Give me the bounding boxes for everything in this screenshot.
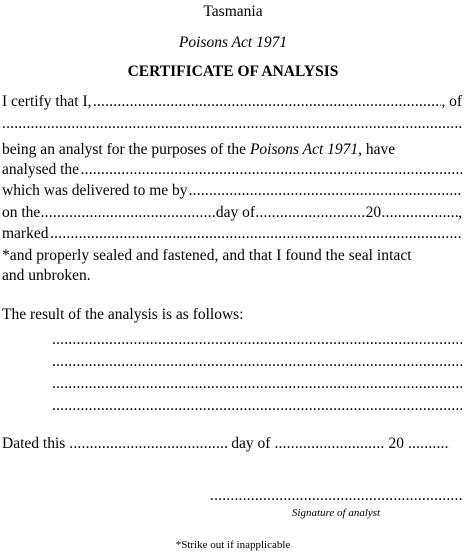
- date-line: [2, 203, 462, 223]
- certify-prefix: I certify that I,: [2, 93, 92, 110]
- result-heading: The result of the analysis is as follows:: [2, 306, 244, 323]
- delivered-by-field[interactable]: [189, 181, 462, 201]
- analyst-address-field[interactable]: [2, 114, 462, 134]
- day-field[interactable]: [41, 203, 216, 223]
- analysed-line: [2, 160, 462, 180]
- signature-field[interactable]: [210, 486, 462, 506]
- result-field-3[interactable]: [52, 374, 462, 394]
- certificate-title: CERTIFICATE OF ANALYSIS: [127, 63, 339, 80]
- certify-suffix: , of: [441, 93, 462, 110]
- result-field-4[interactable]: [52, 396, 462, 416]
- year-prefix: 20: [365, 204, 382, 221]
- marked-line: [2, 224, 462, 244]
- dated-year-field[interactable]: [408, 434, 450, 454]
- year-field[interactable]: [381, 203, 458, 223]
- result-line-2: [52, 352, 462, 372]
- marked-label: marked: [2, 225, 49, 242]
- dated-this-label: Dated this: [2, 435, 66, 452]
- dated-day-of-label: day of: [231, 435, 271, 452]
- analysed-label: analysed the: [2, 161, 80, 178]
- analyst-text-2: , have: [358, 141, 396, 158]
- month-field[interactable]: [255, 203, 365, 223]
- jurisdiction: Tasmania: [203, 3, 263, 20]
- analyst-text-1: being an analyst for the purposes of the: [2, 141, 247, 158]
- delivered-line: [2, 181, 462, 201]
- on-the-label: on the: [2, 204, 41, 221]
- dated-month-field[interactable]: [274, 434, 384, 454]
- result-line-4: [52, 396, 462, 416]
- result-line-1: [52, 330, 462, 350]
- analyst-act: Poisons Act 1971: [249, 141, 359, 158]
- year-suffix: ,: [458, 204, 462, 221]
- marked-field[interactable]: [50, 224, 462, 244]
- delivered-label: which was delivered to me by: [2, 182, 188, 199]
- sealed-line-1: *and properly sealed and fastened, and that I found the seal intact: [2, 247, 412, 264]
- dated-year-prefix: 20: [388, 435, 404, 452]
- address-line: [2, 114, 462, 134]
- dated-line: [2, 434, 462, 454]
- sealed-line-2: and unbroken.: [2, 267, 91, 284]
- result-line-3: [52, 374, 462, 394]
- dated-day-field[interactable]: [69, 434, 227, 454]
- day-of-label: day of: [215, 204, 256, 221]
- act-name: Poisons Act 1971: [178, 34, 288, 51]
- result-field-2[interactable]: [52, 352, 462, 372]
- certify-line: [2, 92, 462, 112]
- footnote: *Strike out if inapplicable: [175, 539, 291, 551]
- analyst-statement-line: [2, 140, 462, 160]
- signature-line: [210, 486, 462, 506]
- analyst-name-field[interactable]: [93, 92, 441, 112]
- sample-field[interactable]: [81, 160, 462, 180]
- signature-label: Signature of analyst: [291, 507, 381, 519]
- result-field-1[interactable]: [52, 330, 462, 350]
